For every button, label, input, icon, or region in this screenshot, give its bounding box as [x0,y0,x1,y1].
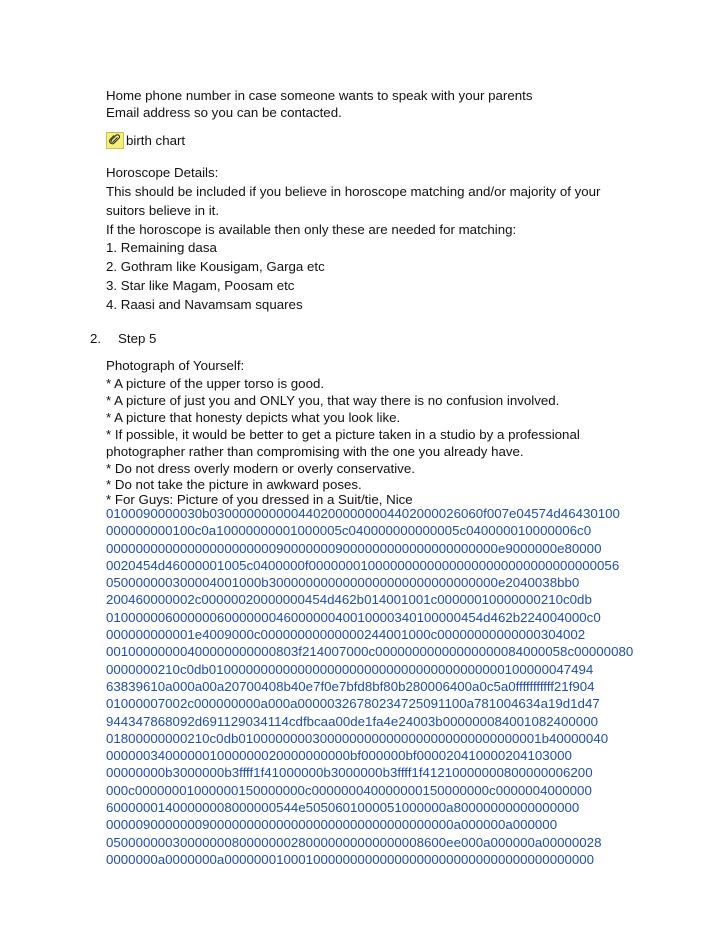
hex-line: 01800000000210c0db01000000003000000000000000000000000000001b40000040 [106,730,609,746]
attachment-label[interactable]: birth chart [126,132,186,148]
photo-heading: Photograph of Yourself: [106,358,245,373]
hex-line: 010000006000000600000004600000040010000340100000454d462b224004000c0 [106,609,601,625]
hex-line: 0000000210c0db0100000000000000000000000000000000000000100000047494 [106,661,594,677]
hex-line: 000000340000001000000020000000000bf000000bf000020410000204103000 [106,748,572,764]
hex-line: 60000001400000008000000544e5050601000051000000a80000000000000000 [106,800,580,816]
hex-line: 050000000300004001000b3000000000000000000000000000000e2040038bb0 [106,575,580,591]
horoscope-list-item: 4. Raasi and Navamsam squares [106,297,303,312]
horoscope-list-item: 3. Star like Magam, Poosam etc [106,278,295,293]
hex-line: 200460000002c00000020000000454d462b014001001c00000010000000210c0db [106,592,592,608]
hex-line: 00100000000400000000000803f214007000c00000000000000000084000058c00000080 [106,644,634,660]
hex-line: 0020454d46000001005c0400000f000000010000000000000000000000000000000056 [106,557,620,573]
horoscope-heading: Horoscope Details: [106,165,219,180]
photo-text-line: * For Guys: Picture of you dressed in a Suit/tie, Nice [106,492,413,507]
photo-text-line: * A picture of just you and ONLY you, that way there is no confusion involved. [106,393,560,408]
photo-text-line: * A picture that honesty depicts what you look like. [106,410,401,425]
embedded-hex-data [106,505,633,868]
contact-line-email: Email address so you can be contacted. [106,105,342,120]
photo-text-line: photographer rather than compromising with the one you already have. [106,444,524,459]
horoscope-text-line: suitors believe in it. [106,203,220,218]
photo-text-line: * Do not take the picture in awkward poses. [106,477,362,492]
hex-line: 00000900000009000000000000000000000000000000000a000000a000000 [106,817,558,833]
hex-line: 0100090000030b0300000000004402000000004402000026060f007e04574d46430100 [106,506,620,521]
hex-line: 0500000003000000080000000280000000000000008600ee000a000000a00000028 [106,834,602,850]
paperclip-icon [106,132,124,149]
hex-line: 0000000a0000000a00000001000100000000000000000000000000000000000000 [106,851,595,867]
hex-line: 944347868092d691129034114cdfbcaa00de1fa4e24003b000000084001082400000 [106,713,598,729]
horoscope-text-line: This should be included if you believe in horoscope matching and/or majority of your [106,184,601,199]
horoscope-list-item: 2. Gothram like Kousigam, Garga etc [106,259,325,274]
hex-line: 00000000000000000000000900000009000000000000000000000e9000000e80000 [106,540,602,556]
step-label: Step 5 [118,331,157,346]
step-heading [90,330,156,347]
hex-line: 00000000b3000000b3ffff1f41000000b3000000b3ffff1f41210000000800000006200 [106,765,593,781]
contact-line-phone: Home phone number in case someone wants to speak with your parents [106,88,533,103]
hex-line: 000c00000001000000150000000c000000040000000150000000c0000004000000 [106,782,592,798]
birth-chart-attachment[interactable] [106,131,185,149]
step-number: 2. [90,331,102,346]
hex-line: 000000000100c0a10000000001000005c040000000000005c040000010000006c0 [106,523,592,539]
hex-line: 01000007002c000000000a000a00000326780234725091100a781004634a19d1d47 [106,696,600,712]
hex-line: 63839610a000a00a20700408b40e7f0e7bfd8bf80b280006400a0c5a0fffffffffff21f904 [106,678,595,694]
photo-text-line: * A picture of the upper torso is good. [106,376,325,391]
horoscope-list-item: 1. Remaining dasa [106,240,217,255]
photo-text-line: * If possible, it would be better to get a picture taken in a studio by a professional [106,427,580,442]
hex-line: 000000000001e4009000c00000000000000244001000c00000000000000304002 [106,627,586,643]
photo-text-line: * Do not dress overly modern or overly conservative. [106,461,415,476]
horoscope-text-line: If the horoscope is available then only these are needed for matching: [106,222,517,237]
